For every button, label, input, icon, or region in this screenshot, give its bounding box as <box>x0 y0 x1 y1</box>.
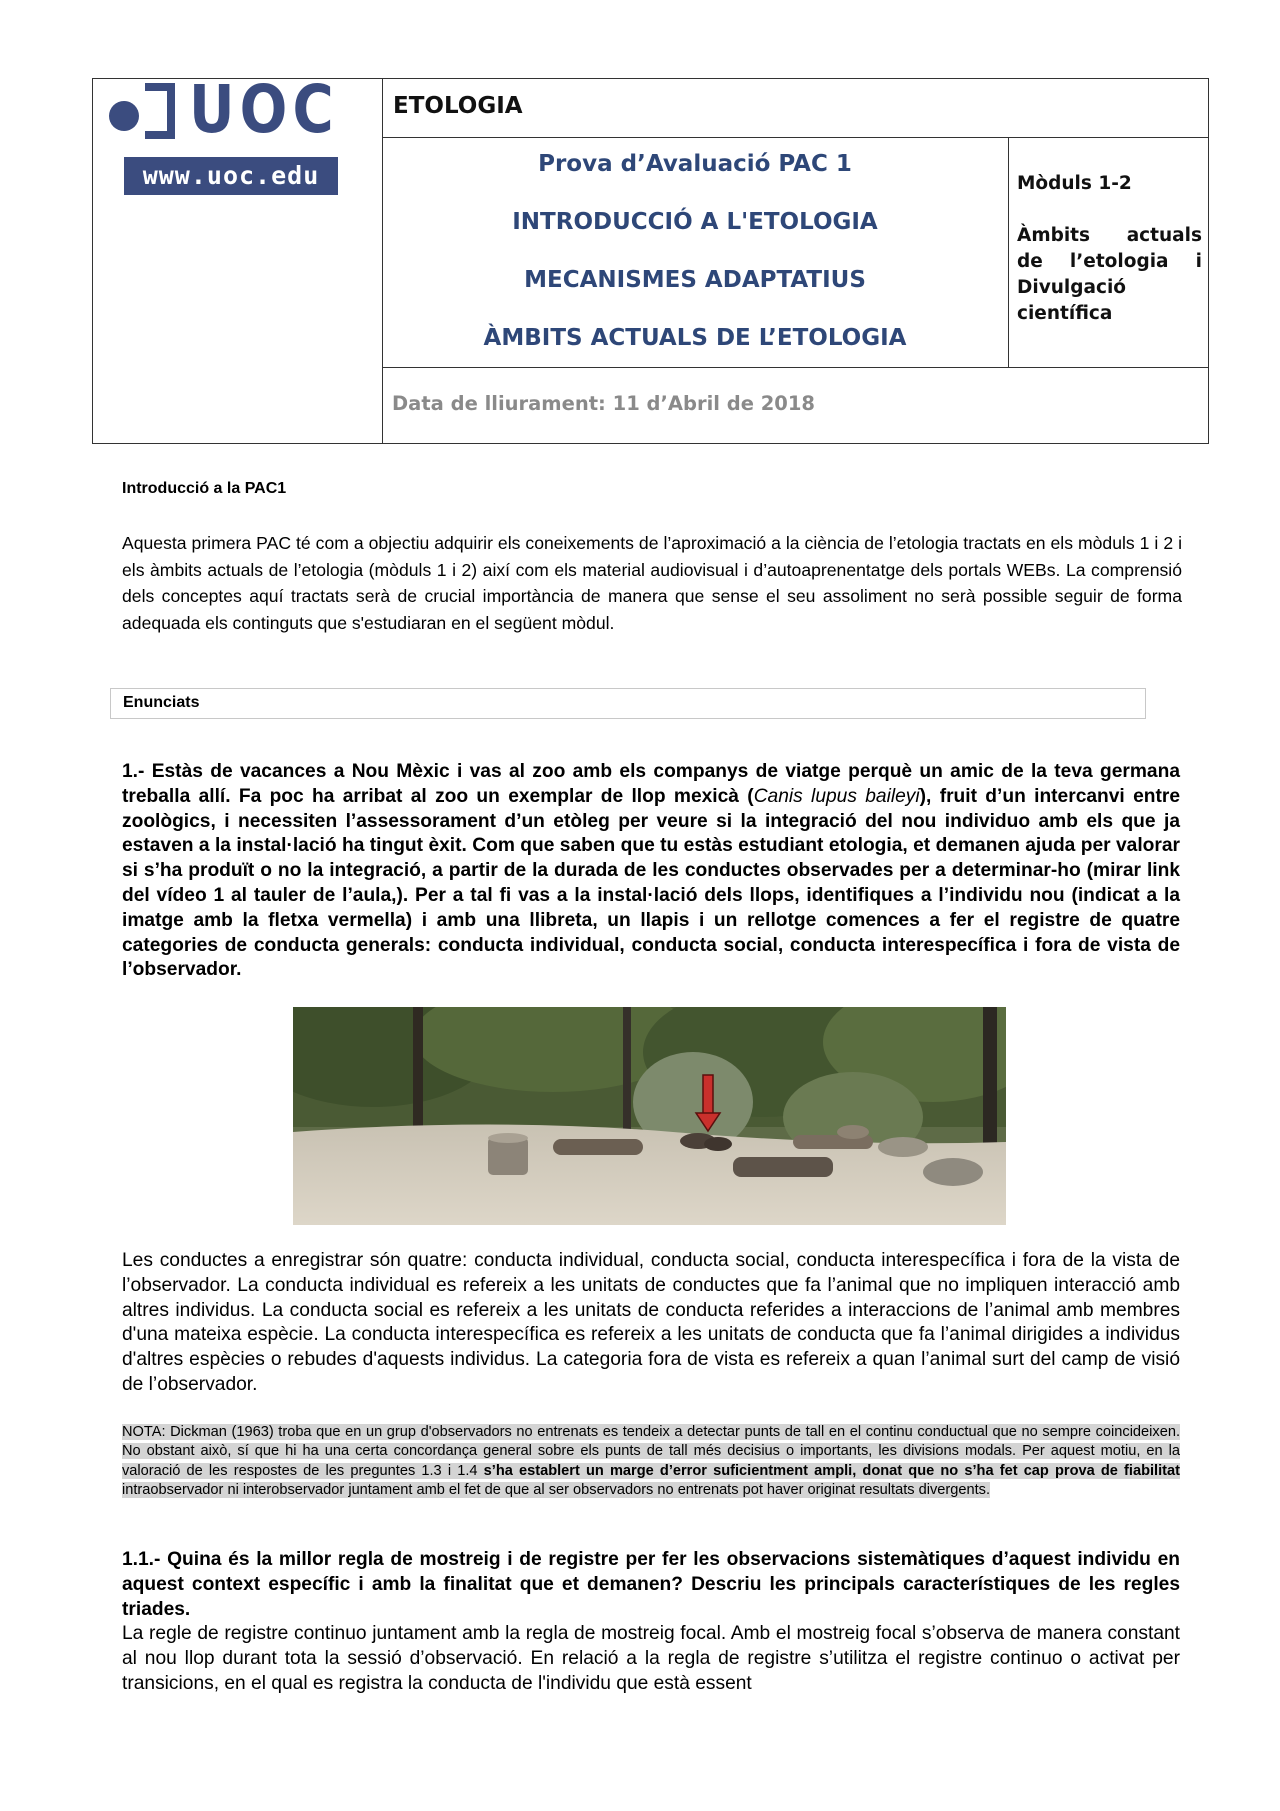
header-table <box>92 71 1209 444</box>
logo-bracket-icon <box>145 83 175 139</box>
question-1-1-title: 1.1.- Quina és la millor regla de mostreig i de registre per fer les observacions sistemàtiques d’aquest individu en aquest context específic i amb la finalitat que et demanen? Descriu les principals característiques de les regles triades. <box>122 1549 1180 1620</box>
nota-text: NOTA: Dickman (1963) troba que en un grup d'observadors no entrenats es tendeix a detectar punts de tall en el continu conductual que no sempre coincideixen. No obstant això, sí que hi ha una certa concordança general sobre els punts de tall més decisius o importants, les divisions modals. Per aquest motiu, en la valoració de les respostes de les preguntes 1.3 i 1.4 <box>122 1424 1180 1479</box>
divider <box>382 367 1208 368</box>
logo-dot-icon <box>109 101 139 131</box>
nota-block <box>122 1423 1180 1501</box>
exam-titles <box>382 137 1008 367</box>
enunciats-label: Enunciats <box>123 694 200 711</box>
modules-label: Mòduls 1-2 <box>1017 173 1132 194</box>
subject-title: ETOLOGIA <box>393 93 523 119</box>
title-line: MECANISMES ADAPTATIUS <box>524 267 866 293</box>
enunciats-box <box>110 688 1146 719</box>
nota-bold-text: s’ha establert un marge d’error suficientment ampli, donat que no s’ha fet cap prova de fiabilitat <box>483 1462 1180 1479</box>
question-1-text: 1.- Estàs de vacances a Nou Mèxic i vas al zoo amb els companys de viatge perquè un amic de la teva germana treballa allí. Fa poc ha arribat al zoo un exemplar de llop mexicà ( <box>122 761 1180 807</box>
wolf-enclosure-image <box>293 1007 1006 1225</box>
nota-text: intraobservador ni interobservador juntament amb el fet de que al ser observadors no entrenats pot haver originat resultats divergents. <box>122 1482 991 1499</box>
title-line: INTRODUCCIÓ A L'ETOLOGIA <box>512 209 878 235</box>
wolf-enclosure-photo <box>293 1007 1006 1225</box>
question-1-1-answer: La regle de registre continuo juntament amb la regla de mostreig focal. Amb el mostreig focal s’observa de manera constant al nou llop durant tota la sessió d’observació. En relació a la regla de registre s’utilitza el registre continuo o activat per transicions, en el qual es registra la conducta de l'individu que està essent <box>122 1623 1180 1694</box>
intro-title: Introducció a la PAC1 <box>122 480 287 497</box>
title-line: ÀMBITS ACTUALS DE L’ETOLOGIA <box>483 325 907 351</box>
species-name: Canis lupus baileyi <box>753 785 920 807</box>
question-1-text: ), fruit d’un intercanvi entre zoològics, i necessiten l’assessorament d’un etòleg per veure si la integració del nou individuo amb els que ja estaven a la instal·lació ha tingut èxit. Com que saben que tu estàs estudiant etologia, et demanen ajuda per valorar si s’ha produït o no la integració, a partir de la durada de les conductes observades per a determinar-ho (mirar link del vídeo 1 al tauler de l’aula,). Per a tal fi vas a la instal·lació dels llops, identifiques a l’individu nou (indicat a la imatge amb la fletxa vermella) i amb una llibreta, un llapis i un rellotge comences a fer el registre de quatre categories de conducta generals: conducta individual, conducta social, conducta interespecífica i fora de vista de l’observador. <box>122 785 1180 981</box>
logo-url: www.uoc.edu <box>124 157 338 195</box>
title-line: Prova d’Avaluació PAC 1 <box>538 151 852 177</box>
logo-text: UOC <box>189 71 339 148</box>
delivery-date: Data de lliurament: 11 d’Abril de 2018 <box>392 392 815 415</box>
behaviours-paragraph: Les conductes a enregistrar són quatre: conducta individual, conducta social, conducta interespecífica i fora de la vista de l’observador. La conducta individual es refereix a les unitats de conductes que fa l’animal que no impliquen interacció amb altres individus. La conducta social es refereix a les unitats de conducta referides a interaccions de l’animal amb membres d'una mateixa espècie. La conducta interespecífica es refereix a les unitats de conducta que fa l’animal dirigides a individus d'altres espècies o rebudes d'aquests individus. La categoria fora de vista es refereix a quan l’animal surt del camp de visió de l’observador. <box>122 1250 1180 1395</box>
modules-description: Àmbits actuals de l’etologia i Divulgació científica <box>1017 225 1202 324</box>
divider <box>1008 137 1009 367</box>
question-1 <box>122 760 1180 983</box>
uoc-logo <box>101 71 341 204</box>
intro-paragraph: Aquesta primera PAC té com a objectiu adquirir els coneixements de l’aproximació a la ciència de l’etologia tractats en els mòduls 1 i 2 i els àmbits actuals de l’etologia (mòduls 1 i 2) així com els material audiovisual i d’autoaprenentatge dels portals WEBs. La comprensió dels conceptes aquí tractats serà de crucial importància de manera que sense el seu assoliment no serà possible seguir de forma adequada els continguts que s'estudiaran en el següent mòdul. <box>122 533 1182 633</box>
